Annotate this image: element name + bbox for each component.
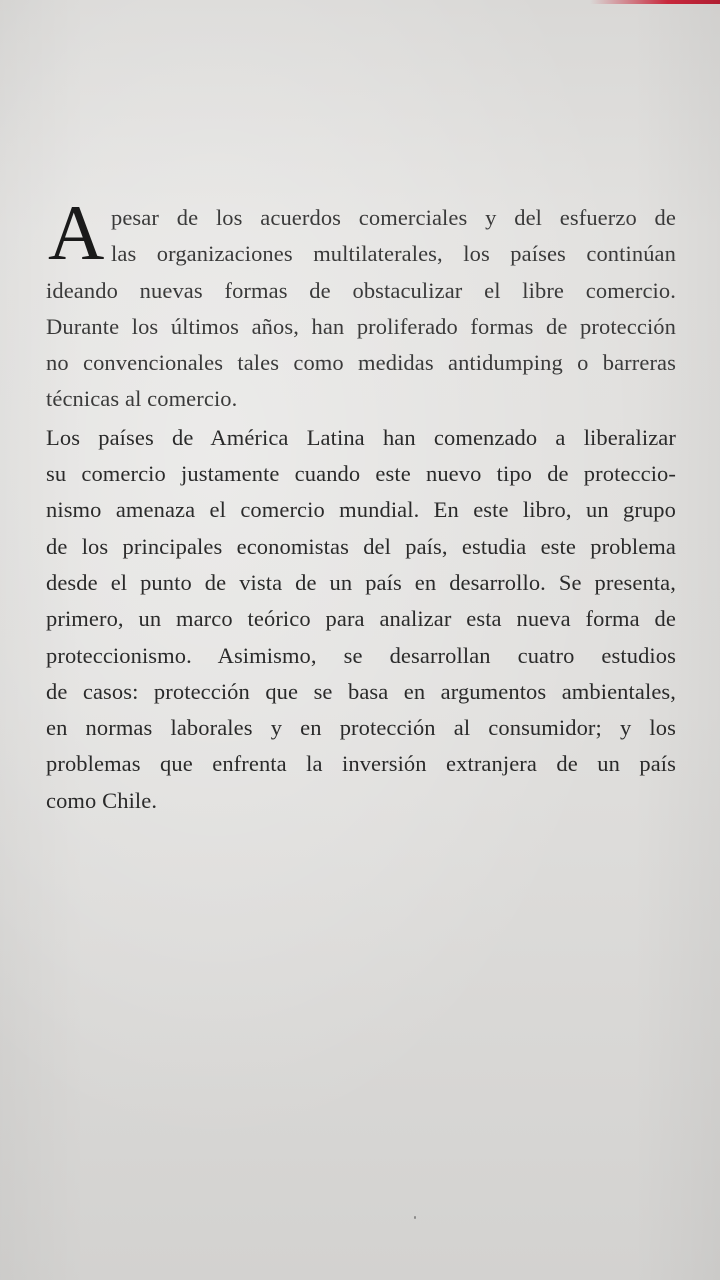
text-line: pesar de los acuerdos comerciales y del esfuerzo de [111, 205, 676, 230]
text-line: de los principales economistas del país, estudia este problema [46, 533, 676, 559]
blurb-text [46, 189, 676, 819]
paragraph-body [46, 420, 676, 819]
text-line: problemas que enfrenta la inversión extranjera de un país [46, 751, 676, 777]
paragraph-intro [46, 189, 676, 418]
text-line: ideando nuevas formas de obstaculizar el libre comercio. [46, 277, 676, 303]
text-line: Los países de América Latina han comenzado a liberalizar [46, 424, 676, 450]
paper-speck [414, 1216, 416, 1219]
cover-edge-accent [590, 0, 720, 4]
text-line: proteccionismo. Asimismo, se desarrollan cuatro estudios [46, 642, 676, 668]
text-line: Durante los últimos años, han proliferado formas de protección [46, 313, 676, 339]
text-line: en normas laborales y en protección al consumidor; y los [46, 715, 676, 741]
drop-cap: A [48, 189, 105, 276]
text-line: técnicas al comercio. [46, 386, 238, 412]
text-line: como Chile. [46, 787, 158, 813]
text-line: nismo amenaza el comercio mundial. En este libro, un grupo [46, 497, 676, 523]
text-line: las organizaciones multilaterales, los países continúan [111, 241, 676, 267]
text-line: de casos: protección que se basa en argumentos ambientales, [46, 678, 676, 704]
text-line: su comercio justamente cuando este nuevo tipo de proteccio- [46, 461, 676, 487]
text-line: primero, un marco teórico para analizar esta nueva forma de [46, 606, 676, 632]
text-line: desde el punto de vista de un país en desarrollo. Se presenta, [46, 569, 676, 595]
text-line: no convencionales tales como medidas antidumping o barreras [46, 350, 676, 376]
